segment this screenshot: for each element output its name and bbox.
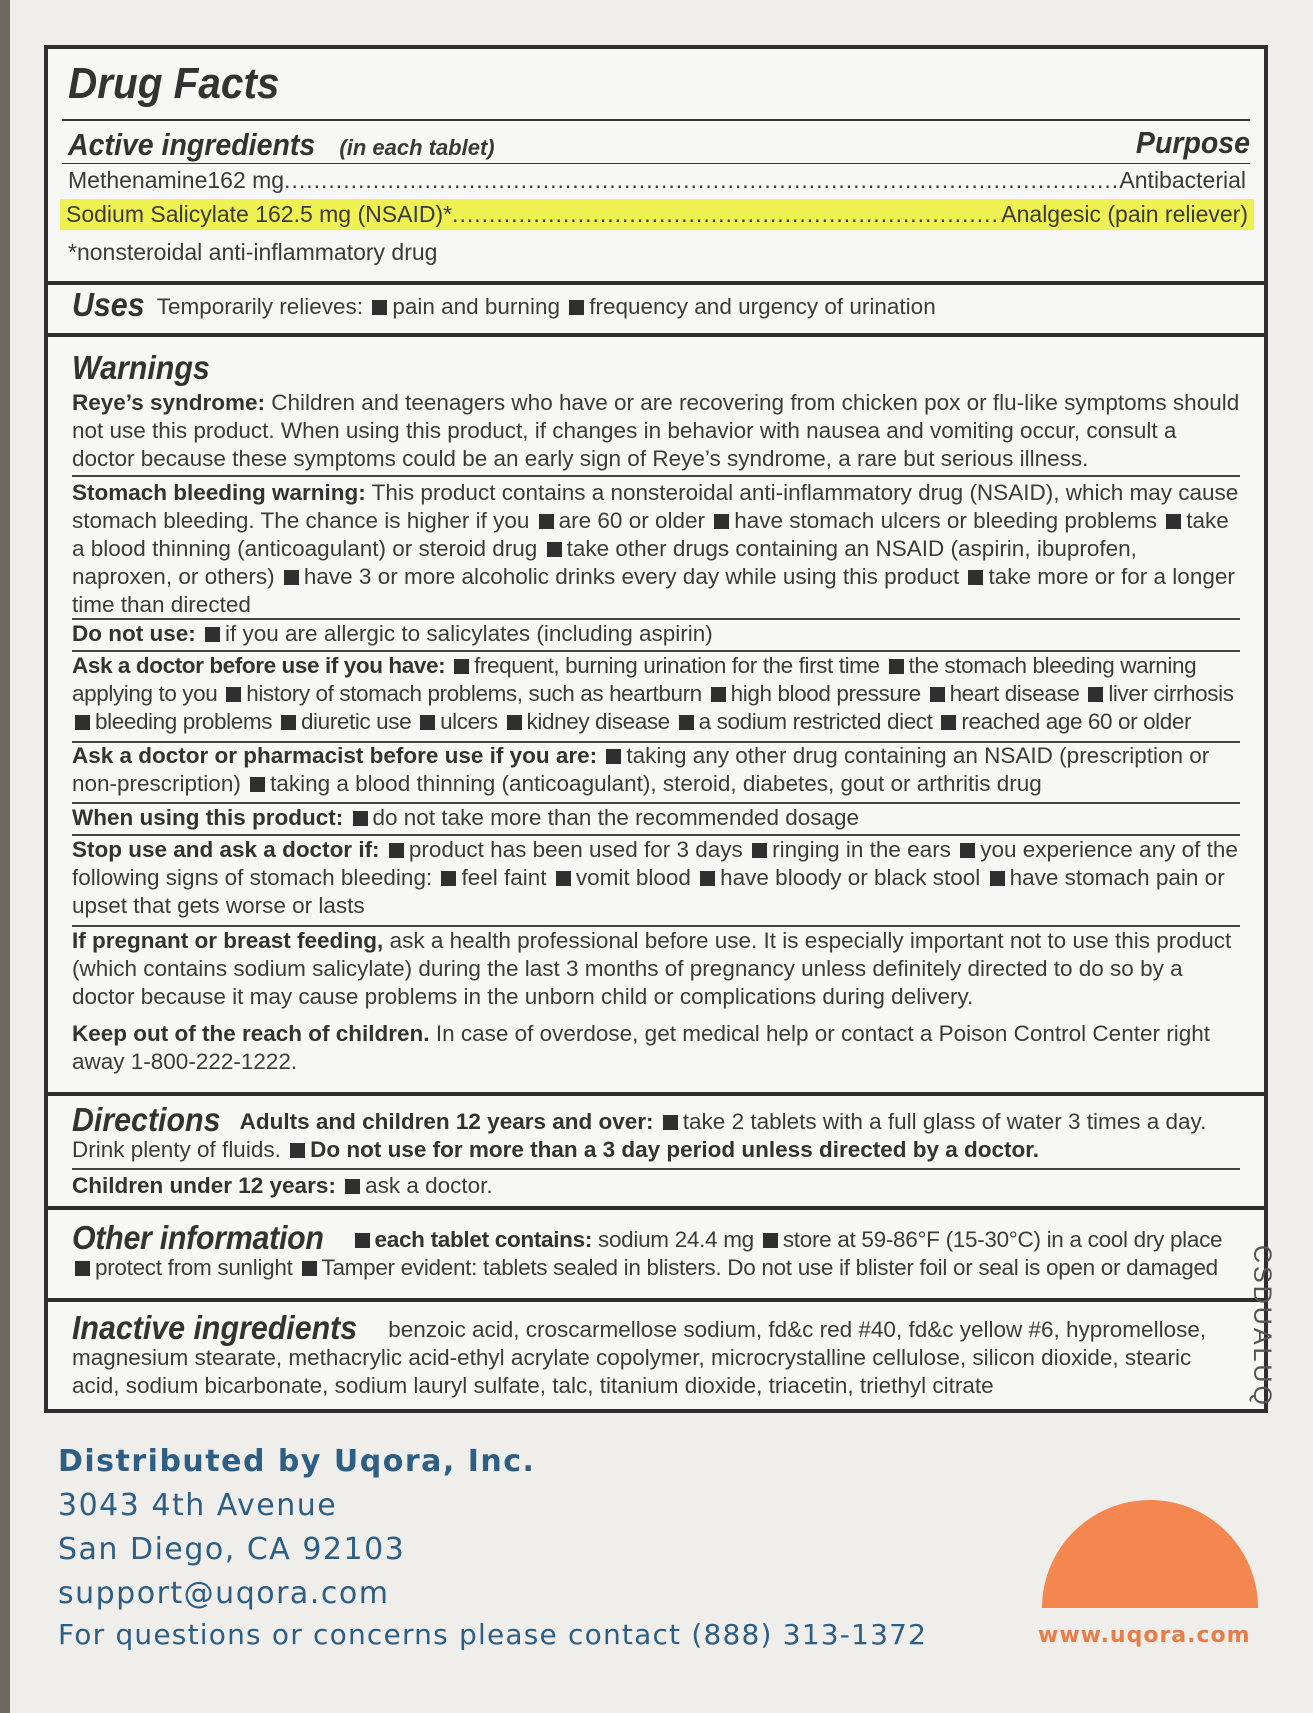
leader-dots	[284, 167, 1119, 194]
askpharm-item: taking any other drug containing an NSAID (prescription or non-prescription)	[72, 743, 1210, 796]
other-information-block	[62, 1210, 1250, 1300]
nsaid-footnote: *nonsteroidal anti-inflammatory drug	[68, 239, 438, 265]
askdoc-item: high blood pressure	[730, 681, 921, 706]
bullet-icon	[547, 542, 562, 557]
title-rule	[62, 119, 1250, 121]
ingredient-name: Sodium Salicylate 162.5 mg (NSAID)*	[66, 201, 453, 227]
bullet-icon	[711, 687, 726, 702]
stopuse-item: feel faint	[461, 865, 547, 890]
keepout-label: Keep out of the reach of children.	[72, 1021, 430, 1046]
other-item: protect from sunlight	[95, 1255, 293, 1280]
side-code: CSDUALUQ	[1248, 1245, 1276, 1408]
ingredient-row-sodium-salicylate	[60, 199, 1254, 230]
whenusing-label: When using this product:	[72, 805, 344, 830]
children-label: Children under 12 years:	[72, 1173, 336, 1198]
bullet-icon	[284, 570, 299, 585]
active-ingredients-subheading: (in each tablet)	[339, 135, 495, 160]
bullet-icon	[1088, 687, 1103, 702]
stopuse-item: vomit blood	[575, 865, 691, 890]
askdoc-item: diuretic use	[300, 709, 412, 734]
askdoc-item: ulcers	[440, 709, 498, 734]
contact-line: For questions or concerns please contact (888) 313-1372	[58, 1618, 928, 1651]
distributor-line: Distributed by Uqora, Inc.	[58, 1444, 536, 1479]
support-email[interactable]: support@uqora.com	[58, 1576, 390, 1611]
bullet-icon	[75, 1261, 90, 1276]
other-item: Tamper evident: tablets sealed in blisters. Do not use if blister foil or seal is open or damaged	[321, 1255, 1218, 1280]
bullet-icon	[679, 715, 694, 730]
other-item: store at 59-86°F (15-30°C) in a cool dry place	[782, 1227, 1223, 1252]
bullet-icon	[372, 300, 387, 315]
askpharm-item: taking a blood thinning (anticoagulant), steroid, diabetes, gout or arthritis drug	[270, 771, 1042, 796]
drug-facts-title: Drug Facts	[68, 59, 280, 108]
bullet-icon	[420, 715, 435, 730]
askdoc-item: heart disease	[949, 681, 1080, 706]
bullet-icon	[454, 659, 469, 674]
uses-item: pain and burning	[392, 294, 560, 319]
stopuse-item: have stomach pain or upset that gets worse or lasts	[72, 865, 1225, 918]
stop-use	[72, 836, 1242, 920]
directions-separator	[72, 1168, 1240, 1170]
stomach-label: Stomach bleeding warning:	[72, 480, 366, 505]
tablet-value: sodium 24.4 mg	[598, 1227, 754, 1252]
adults-item: take 2 tablets with a full glass of water 3 times a day. Drink plenty of fluids.	[72, 1109, 1207, 1162]
inactive-heading: Inactive ingredients	[72, 1309, 358, 1346]
warnings-heading: Warnings	[72, 349, 210, 386]
stopuse-item: you experience any of the following signs of stomach bleeding:	[72, 837, 1238, 890]
bullet-icon	[763, 1233, 778, 1248]
stomach-item: take other drugs containing an NSAID (aspirin, ibuprofen, naproxen, or others)	[72, 536, 1137, 589]
inactive-ingredients-block	[62, 1302, 1250, 1407]
bullet-icon	[353, 811, 368, 826]
bullet-icon	[968, 570, 983, 585]
inactive-text: benzoic acid, croscarmellose sodium, fd&c red #40, fd&c yellow #6, hypromellose, magnesium stearate, methacrylic acid-ethyl acrylate copolymer, microcrystalline cellulose, silicon dioxide, stearic acid, sodium bicarbonate, sodium lauryl sulfate, talc, titanium dioxide, triacetin, triethyl citrate	[72, 1317, 1207, 1398]
ingredient-purpose: Antibacterial	[1119, 167, 1246, 193]
stopuse-label: Stop use and ask a doctor if:	[72, 837, 380, 862]
donot-item: if you are allergic to salicylates (including aspirin)	[225, 621, 713, 646]
bullet-icon	[714, 514, 729, 529]
bullet-icon	[752, 843, 767, 858]
bullet-icon	[226, 687, 241, 702]
donot-label: Do not use:	[72, 621, 196, 646]
bullet-icon	[507, 715, 522, 730]
askdoc-item: reached age 60 or older	[961, 709, 1192, 734]
bullet-icon	[539, 514, 554, 529]
askdoc-item: kidney disease	[526, 709, 670, 734]
adults-bold-item: Do not use for more than a 3 day period unless directed by a doctor.	[310, 1137, 1040, 1162]
pregnancy-warning	[72, 927, 1242, 1011]
askdoc-item: frequent, burning urination for the first time	[474, 653, 880, 678]
bullet-icon	[281, 715, 296, 730]
reye-label: Reye’s syndrome:	[72, 390, 265, 415]
ingredient-row-methenamine	[68, 167, 1246, 194]
tablet-label: each tablet contains:	[374, 1227, 593, 1252]
drug-facts-panel	[44, 45, 1268, 1413]
children-item: ask a doctor.	[365, 1173, 493, 1198]
bullet-icon	[250, 777, 265, 792]
askpharm-label: Ask a doctor or pharmacist before use if you are:	[72, 743, 598, 768]
bullet-icon	[75, 715, 90, 730]
warning-separator	[72, 475, 1240, 477]
city-line: San Diego, CA 92103	[58, 1532, 406, 1567]
pregnant-label: If pregnant or breast feeding,	[72, 928, 384, 953]
reye-warning	[72, 389, 1242, 473]
website-link[interactable]: www.uqora.com	[1038, 1623, 1251, 1648]
directions-heading: Directions	[72, 1101, 221, 1138]
stopuse-item: have bloody or black stool	[720, 865, 981, 890]
active-ingredients-block	[62, 49, 1250, 279]
uses-heading: Uses	[72, 286, 145, 323]
bullet-icon	[960, 843, 975, 858]
bullet-icon	[663, 1115, 678, 1130]
uses-intro: Temporarily relieves:	[156, 294, 364, 319]
other-info-heading: Other information	[72, 1219, 324, 1256]
bullet-icon	[355, 1233, 370, 1248]
bullet-icon	[700, 871, 715, 886]
askdoc-label: Ask a doctor before use if you have:	[72, 653, 446, 678]
bullet-icon	[930, 687, 945, 702]
stomach-bleeding-warning	[72, 479, 1242, 619]
bullet-icon	[941, 715, 956, 730]
ingredient-purpose: Analgesic (pain reliever)	[1001, 201, 1248, 227]
active-rule	[62, 163, 1250, 164]
reye-text: Children and teenagers who have or are recovering from chicken pox or flu-like symptoms should not use this product. When using this product, if changes in behavior with nausea and vomiting occur, consult a doctor because these symptoms could be an early sign of Reye’s syndrome, a rare but serious illness.	[72, 390, 1240, 471]
stopuse-item: ringing in the ears	[772, 837, 951, 862]
bullet-icon	[569, 300, 584, 315]
bullet-icon	[302, 1261, 317, 1276]
bullet-icon	[990, 871, 1005, 886]
uses-block	[62, 285, 1250, 333]
whenusing-item: do not take more than the recommended dosage	[372, 805, 860, 830]
bullet-icon	[606, 749, 621, 764]
askdoc-item: history of stomach problems, such as heartburn	[246, 681, 702, 706]
adults-label: Adults and children 12 years and over:	[239, 1109, 654, 1134]
askdoc-item: a sodium restricted diect	[698, 709, 933, 734]
uses-item: frequency and urgency of urination	[589, 294, 936, 319]
bullet-icon	[345, 1179, 360, 1194]
stomach-item: have 3 or more alcoholic drinks every day while using this product	[303, 564, 960, 589]
bullet-icon	[441, 871, 456, 886]
directions-block	[62, 1096, 1250, 1206]
when-using	[72, 804, 1242, 832]
bullet-icon	[1166, 514, 1181, 529]
distributor-info	[58, 1440, 535, 1616]
ask-pharmacist	[72, 742, 1242, 798]
do-not-use	[72, 620, 1242, 648]
warnings-block	[62, 337, 1250, 1137]
keepout-text: In case of overdose, get medical help or contact a Poison Control Center right away 1-800-222-1222.	[72, 1021, 1210, 1074]
purpose-heading: Purpose	[1135, 125, 1250, 160]
bullet-icon	[389, 843, 404, 858]
stomach-item: take more or for a longer time than directed	[72, 564, 1235, 617]
bullet-icon	[889, 659, 904, 674]
sun-logo-icon	[1040, 1500, 1260, 1610]
stomach-item: take a blood thinning (anticoagulant) or steroid drug	[72, 508, 1229, 561]
stomach-item: are 60 or older	[558, 508, 705, 533]
ask-doctor	[72, 652, 1242, 736]
pregnant-text: ask a health professional before use. It is especially important not to use this product (which contains sodium salicylate) during the last 3 months of pregnancy unless definitely directed to do so by a doctor because it may cause problems in the unborn child or complications during delivery.	[72, 928, 1232, 1009]
bullet-icon	[205, 627, 220, 642]
ingredient-name: Methenamine162 mg	[68, 167, 285, 193]
keep-out-of-reach	[72, 1020, 1242, 1076]
stomach-item: have stomach ulcers or bleeding problems	[734, 508, 1157, 533]
askdoc-item: the stomach bleeding warning applying to you	[72, 653, 1197, 706]
stomach-text: This product contains a nonsteroidal anti-inflammatory drug (NSAID), which may cause stomach bleeding. The chance is higher if you	[72, 480, 1239, 533]
bullet-icon	[556, 871, 571, 886]
active-ingredients-heading: Active ingredients	[68, 127, 316, 162]
askdoc-item: bleeding problems	[95, 709, 273, 734]
box-edge-shadow	[0, 0, 10, 1713]
address-line: 3043 4th Avenue	[58, 1488, 338, 1523]
stopuse-item: product has been used for 3 days	[408, 837, 743, 862]
askdoc-item: liver cirrhosis	[1108, 681, 1234, 706]
bullet-icon	[290, 1143, 305, 1158]
leader-dots	[452, 201, 1001, 228]
